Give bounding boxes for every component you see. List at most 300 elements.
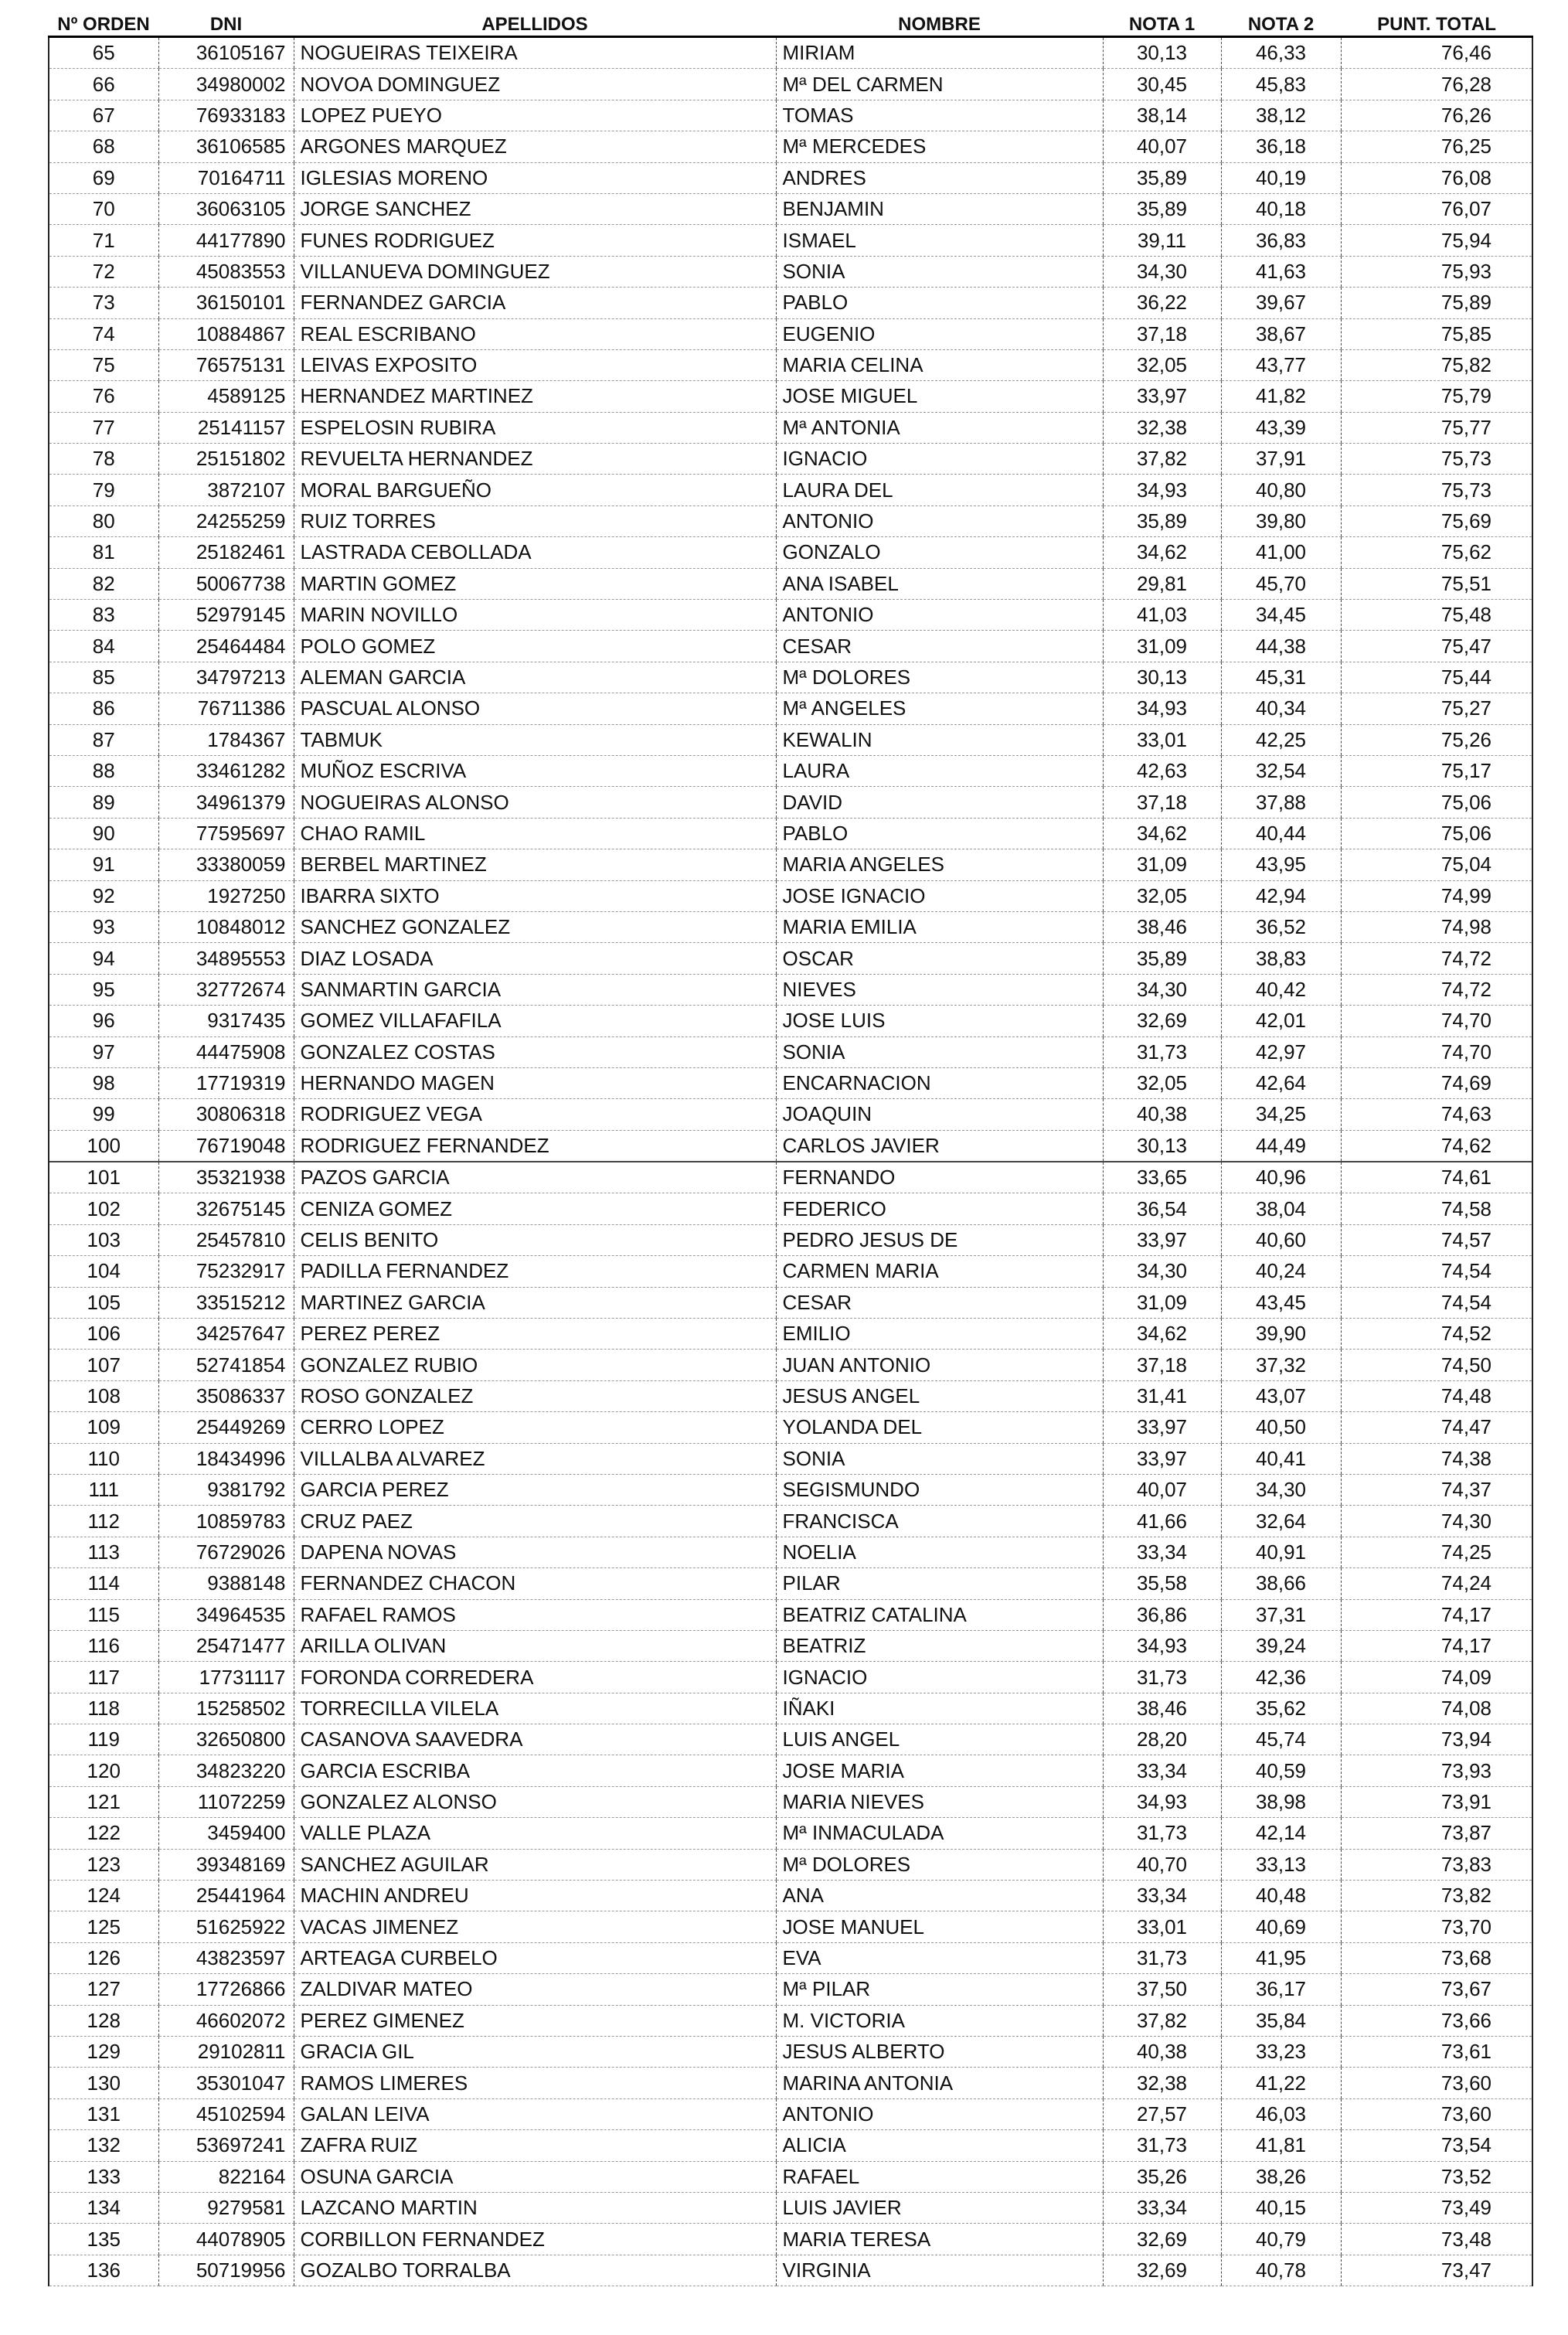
dni-cell: 3872107 <box>158 475 294 505</box>
nota1-cell: 38,46 <box>1103 1693 1221 1724</box>
orden-cell: 116 <box>49 1630 158 1661</box>
apellidos-cell: TORRECILLA VILELA <box>294 1693 776 1724</box>
orden-cell: 73 <box>49 288 158 318</box>
table-row <box>49 1568 1532 1599</box>
nota2-cell: 38,67 <box>1221 318 1341 349</box>
nota2-cell: 34,30 <box>1221 1474 1341 1505</box>
total-cell: 73,66 <box>1341 2005 1532 2036</box>
nota1-cell: 31,41 <box>1103 1380 1221 1411</box>
apellidos-cell: ARTEAGA CURBELO <box>294 1942 776 1973</box>
nombre-cell: Mª INMACULADA <box>776 1818 1103 1849</box>
table-row <box>49 662 1532 693</box>
nombre-cell: LAURA DEL <box>776 475 1103 505</box>
table-row <box>49 1881 1532 1911</box>
nombre-cell: JESUS ALBERTO <box>776 2037 1103 2068</box>
apellidos-cell: RAMOS LIMERES <box>294 2068 776 2098</box>
apellidos-cell: LOPEZ PUEYO <box>294 100 776 131</box>
nombre-cell: Mª DOLORES <box>776 1849 1103 1880</box>
orden-cell: 102 <box>49 1193 158 1224</box>
total-cell: 74,58 <box>1341 1193 1532 1224</box>
total-cell: 74,63 <box>1341 1099 1532 1130</box>
dni-cell: 76575131 <box>158 349 294 380</box>
orden-cell: 83 <box>49 600 158 631</box>
dni-cell: 3459400 <box>158 1818 294 1849</box>
orden-cell: 103 <box>49 1224 158 1255</box>
nota1-cell: 29,81 <box>1103 568 1221 599</box>
table-row <box>49 2068 1532 2098</box>
nota2-cell: 42,36 <box>1221 1662 1341 1693</box>
total-cell: 73,60 <box>1341 2098 1532 2129</box>
nombre-cell: SONIA <box>776 1036 1103 1067</box>
nota1-cell: 31,73 <box>1103 1036 1221 1067</box>
dni-cell: 51625922 <box>158 1911 294 1942</box>
nombre-cell: DAVID <box>776 787 1103 818</box>
nota2-cell: 35,62 <box>1221 1693 1341 1724</box>
total-cell: 74,99 <box>1341 880 1532 911</box>
nombre-cell: ANA ISABEL <box>776 568 1103 599</box>
apellidos-cell: FERNANDEZ CHACON <box>294 1568 776 1599</box>
table-row <box>49 1537 1532 1567</box>
header-nota2: NOTA 2 <box>1221 0 1341 37</box>
orden-cell: 122 <box>49 1818 158 1849</box>
nota2-cell: 40,96 <box>1221 1162 1341 1193</box>
dni-cell: 33380059 <box>158 849 294 880</box>
apellidos-cell: CORBILLON FERNANDEZ <box>294 2224 776 2255</box>
nombre-cell: LUIS ANGEL <box>776 1724 1103 1755</box>
dni-cell: 9317435 <box>158 1006 294 1036</box>
nombre-cell: FERNANDO <box>776 1162 1103 1193</box>
orden-cell: 133 <box>49 2161 158 2192</box>
dni-cell: 25449269 <box>158 1412 294 1443</box>
nota2-cell: 35,84 <box>1221 2005 1341 2036</box>
nota2-cell: 42,64 <box>1221 1067 1341 1098</box>
orden-cell: 96 <box>49 1006 158 1036</box>
orden-cell: 97 <box>49 1036 158 1067</box>
nombre-cell: LUIS JAVIER <box>776 2192 1103 2223</box>
nota2-cell: 39,80 <box>1221 505 1341 536</box>
table-row <box>49 100 1532 131</box>
orden-cell: 123 <box>49 1849 158 1880</box>
table-row <box>49 256 1532 287</box>
total-cell: 74,48 <box>1341 1380 1532 1411</box>
nombre-cell: LAURA <box>776 755 1103 786</box>
orden-cell: 109 <box>49 1412 158 1443</box>
orden-cell: 85 <box>49 662 158 693</box>
table-row <box>49 693 1532 724</box>
apellidos-cell: PEREZ PEREZ <box>294 1319 776 1350</box>
apellidos-cell: GONZALEZ ALONSO <box>294 1786 776 1817</box>
table-row <box>49 1256 1532 1287</box>
total-cell: 74,24 <box>1341 1568 1532 1599</box>
apellidos-cell: MARIN NOVILLO <box>294 600 776 631</box>
total-cell: 74,37 <box>1341 1474 1532 1505</box>
nota2-cell: 38,66 <box>1221 1568 1341 1599</box>
nota1-cell: 31,73 <box>1103 2130 1221 2161</box>
nota2-cell: 40,19 <box>1221 162 1341 193</box>
orden-cell: 118 <box>49 1693 158 1724</box>
nota1-cell: 37,82 <box>1103 2005 1221 2036</box>
nota2-cell: 37,32 <box>1221 1350 1341 1380</box>
table-row <box>49 787 1532 818</box>
table-row <box>49 537 1532 568</box>
nota2-cell: 39,90 <box>1221 1319 1341 1350</box>
dni-cell: 17731117 <box>158 1662 294 1693</box>
nota2-cell: 36,17 <box>1221 1974 1341 2005</box>
apellidos-cell: RAFAEL RAMOS <box>294 1599 776 1630</box>
table-row <box>49 818 1532 849</box>
table-row <box>49 1224 1532 1255</box>
total-cell: 76,28 <box>1341 69 1532 100</box>
dni-cell: 52979145 <box>158 600 294 631</box>
nota2-cell: 40,59 <box>1221 1755 1341 1786</box>
nombre-cell: RAFAEL <box>776 2161 1103 2192</box>
apellidos-cell: CHAO RAMIL <box>294 818 776 849</box>
nombre-cell: IGNACIO <box>776 1662 1103 1693</box>
table-row <box>49 2192 1532 2223</box>
nombre-cell: Mª PILAR <box>776 1974 1103 2005</box>
apellidos-cell: GARCIA PEREZ <box>294 1474 776 1505</box>
orden-cell: 69 <box>49 162 158 193</box>
nota1-cell: 34,93 <box>1103 1786 1221 1817</box>
nota1-cell: 34,30 <box>1103 256 1221 287</box>
orden-cell: 132 <box>49 2130 158 2161</box>
orden-cell: 65 <box>49 37 158 69</box>
apellidos-cell: VACAS JIMENEZ <box>294 1911 776 1942</box>
dni-cell: 53697241 <box>158 2130 294 2161</box>
nota1-cell: 34,93 <box>1103 693 1221 724</box>
nota1-cell: 31,09 <box>1103 631 1221 662</box>
nota2-cell: 41,63 <box>1221 256 1341 287</box>
orden-cell: 79 <box>49 475 158 505</box>
nota1-cell: 32,05 <box>1103 880 1221 911</box>
dni-cell: 44177890 <box>158 225 294 256</box>
nombre-cell: CESAR <box>776 631 1103 662</box>
nombre-cell: EMILIO <box>776 1319 1103 1350</box>
nota2-cell: 41,82 <box>1221 381 1341 412</box>
dni-cell: 10848012 <box>158 911 294 942</box>
dni-cell: 34964535 <box>158 1599 294 1630</box>
nota1-cell: 34,30 <box>1103 974 1221 1005</box>
orden-cell: 127 <box>49 1974 158 2005</box>
nota1-cell: 31,73 <box>1103 1942 1221 1973</box>
apellidos-cell: IGLESIAS MORENO <box>294 162 776 193</box>
nombre-cell: PILAR <box>776 1568 1103 1599</box>
nombre-cell: KEWALIN <box>776 724 1103 755</box>
nombre-cell: PABLO <box>776 818 1103 849</box>
dni-cell: 25457810 <box>158 1224 294 1255</box>
dni-cell: 32650800 <box>158 1724 294 1755</box>
apellidos-cell: MUÑOZ ESCRIVA <box>294 755 776 786</box>
orden-cell: 66 <box>49 69 158 100</box>
nombre-cell: VIRGINIA <box>776 2255 1103 2286</box>
dni-cell: 44475908 <box>158 1036 294 1067</box>
nota1-cell: 33,34 <box>1103 1881 1221 1911</box>
orden-cell: 136 <box>49 2255 158 2286</box>
table-row <box>49 911 1532 942</box>
nota2-cell: 45,70 <box>1221 568 1341 599</box>
dni-cell: 76729026 <box>158 1537 294 1567</box>
apellidos-cell: ARGONES MARQUEZ <box>294 131 776 162</box>
nombre-cell: ENCARNACION <box>776 1067 1103 1098</box>
nota1-cell: 35,89 <box>1103 505 1221 536</box>
nota2-cell: 46,03 <box>1221 2098 1341 2129</box>
dni-cell: 39348169 <box>158 1849 294 1880</box>
nota2-cell: 40,44 <box>1221 818 1341 849</box>
nota1-cell: 42,63 <box>1103 755 1221 786</box>
orden-cell: 68 <box>49 131 158 162</box>
nota2-cell: 37,88 <box>1221 787 1341 818</box>
apellidos-cell: HERNANDO MAGEN <box>294 1067 776 1098</box>
orden-cell: 128 <box>49 2005 158 2036</box>
apellidos-cell: IBARRA SIXTO <box>294 880 776 911</box>
table-row <box>49 1162 1532 1193</box>
orden-cell: 114 <box>49 1568 158 1599</box>
nota1-cell: 30,45 <box>1103 69 1221 100</box>
nombre-cell: MARIA TERESA <box>776 2224 1103 2255</box>
table-row <box>49 2098 1532 2129</box>
nota1-cell: 33,97 <box>1103 1443 1221 1474</box>
nombre-cell: PABLO <box>776 288 1103 318</box>
header-nombre: NOMBRE <box>776 0 1103 37</box>
dni-cell: 70164711 <box>158 162 294 193</box>
nota2-cell: 40,48 <box>1221 1881 1341 1911</box>
total-cell: 74,72 <box>1341 943 1532 974</box>
nombre-cell: JESUS ANGEL <box>776 1380 1103 1411</box>
nombre-cell: MARIA CELINA <box>776 349 1103 380</box>
nombre-cell: JOSE LUIS <box>776 1006 1103 1036</box>
table-row <box>49 131 1532 162</box>
nota2-cell: 45,83 <box>1221 69 1341 100</box>
total-cell: 74,09 <box>1341 1662 1532 1693</box>
dni-cell: 25471477 <box>158 1630 294 1661</box>
dni-cell: 10859783 <box>158 1506 294 1537</box>
nota2-cell: 40,69 <box>1221 1911 1341 1942</box>
apellidos-cell: SANCHEZ GONZALEZ <box>294 911 776 942</box>
orden-cell: 90 <box>49 818 158 849</box>
total-cell: 73,70 <box>1341 1911 1532 1942</box>
nota2-cell: 32,54 <box>1221 755 1341 786</box>
orden-cell: 107 <box>49 1350 158 1380</box>
nota1-cell: 32,38 <box>1103 2068 1221 2098</box>
apellidos-cell: BERBEL MARTINEZ <box>294 849 776 880</box>
total-cell: 74,62 <box>1341 1130 1532 1162</box>
apellidos-cell: POLO GOMEZ <box>294 631 776 662</box>
dni-cell: 30806318 <box>158 1099 294 1130</box>
table-row <box>49 2005 1532 2036</box>
total-cell: 74,54 <box>1341 1287 1532 1318</box>
nota1-cell: 37,82 <box>1103 444 1221 475</box>
table-row <box>49 1974 1532 2005</box>
orden-cell: 99 <box>49 1099 158 1130</box>
orden-cell: 131 <box>49 2098 158 2129</box>
dni-cell: 1784367 <box>158 724 294 755</box>
table-row <box>49 444 1532 475</box>
apellidos-cell: FORONDA CORREDERA <box>294 1662 776 1693</box>
dni-cell: 34895553 <box>158 943 294 974</box>
apellidos-cell: GOZALBO TORRALBA <box>294 2255 776 2286</box>
table-row <box>49 1036 1532 1067</box>
orden-cell: 88 <box>49 755 158 786</box>
apellidos-cell: SANCHEZ AGUILAR <box>294 1849 776 1880</box>
nota1-cell: 32,69 <box>1103 2255 1221 2286</box>
dni-cell: 10884867 <box>158 318 294 349</box>
dni-cell: 50067738 <box>158 568 294 599</box>
results-body <box>49 37 1532 2286</box>
apellidos-cell: FUNES RODRIGUEZ <box>294 225 776 256</box>
apellidos-cell: VILLALBA ALVAREZ <box>294 1443 776 1474</box>
nombre-cell: GONZALO <box>776 537 1103 568</box>
nombre-cell: JOSE MARIA <box>776 1755 1103 1786</box>
dni-cell: 9279581 <box>158 2192 294 2223</box>
table-row <box>49 2224 1532 2255</box>
orden-cell: 125 <box>49 1911 158 1942</box>
dni-cell: 25151802 <box>158 444 294 475</box>
dni-cell: 1927250 <box>158 880 294 911</box>
apellidos-cell: RUIZ TORRES <box>294 505 776 536</box>
total-cell: 75,62 <box>1341 537 1532 568</box>
total-cell: 75,73 <box>1341 444 1532 475</box>
orden-cell: 110 <box>49 1443 158 1474</box>
dni-cell: 9381792 <box>158 1474 294 1505</box>
nota1-cell: 31,73 <box>1103 1662 1221 1693</box>
apellidos-cell: GONZALEZ COSTAS <box>294 1036 776 1067</box>
results-sheet <box>48 0 1532 2286</box>
table-row <box>49 2037 1532 2068</box>
nota2-cell: 33,23 <box>1221 2037 1341 2068</box>
apellidos-cell: GRACIA GIL <box>294 2037 776 2068</box>
apellidos-cell: DAPENA NOVAS <box>294 1537 776 1567</box>
orden-cell: 93 <box>49 911 158 942</box>
table-row <box>49 631 1532 662</box>
nombre-cell: BENJAMIN <box>776 193 1103 224</box>
orden-cell: 94 <box>49 943 158 974</box>
table-row <box>49 193 1532 224</box>
orden-cell: 111 <box>49 1474 158 1505</box>
total-cell: 75,51 <box>1341 568 1532 599</box>
total-cell: 74,98 <box>1341 911 1532 942</box>
nota1-cell: 39,11 <box>1103 225 1221 256</box>
total-cell: 73,91 <box>1341 1786 1532 1817</box>
total-cell: 73,94 <box>1341 1724 1532 1755</box>
nota2-cell: 40,42 <box>1221 974 1341 1005</box>
total-cell: 74,47 <box>1341 1412 1532 1443</box>
nota2-cell: 41,81 <box>1221 2130 1341 2161</box>
table-row <box>49 600 1532 631</box>
total-cell: 75,26 <box>1341 724 1532 755</box>
nota2-cell: 36,52 <box>1221 911 1341 942</box>
total-cell: 74,17 <box>1341 1599 1532 1630</box>
header-nota1: NOTA 1 <box>1103 0 1221 37</box>
nota2-cell: 42,01 <box>1221 1006 1341 1036</box>
dni-cell: 35301047 <box>158 2068 294 2098</box>
apellidos-cell: DIAZ LOSADA <box>294 943 776 974</box>
orden-cell: 106 <box>49 1319 158 1350</box>
orden-cell: 92 <box>49 880 158 911</box>
apellidos-cell: CERRO LOPEZ <box>294 1412 776 1443</box>
table-row <box>49 1287 1532 1318</box>
nota1-cell: 33,65 <box>1103 1162 1221 1193</box>
nombre-cell: MARINA ANTONIA <box>776 2068 1103 2098</box>
nota2-cell: 32,64 <box>1221 1506 1341 1537</box>
table-row <box>49 755 1532 786</box>
orden-cell: 81 <box>49 537 158 568</box>
nota2-cell: 37,91 <box>1221 444 1341 475</box>
nota1-cell: 35,89 <box>1103 162 1221 193</box>
dni-cell: 17719319 <box>158 1067 294 1098</box>
table-row <box>49 1099 1532 1130</box>
orden-cell: 135 <box>49 2224 158 2255</box>
nota2-cell: 40,78 <box>1221 2255 1341 2286</box>
dni-cell: 36063105 <box>158 193 294 224</box>
table-row <box>49 1786 1532 1817</box>
nota2-cell: 40,79 <box>1221 2224 1341 2255</box>
table-row <box>49 381 1532 412</box>
apellidos-cell: HERNANDEZ MARTINEZ <box>294 381 776 412</box>
nombre-cell: Mª ANGELES <box>776 693 1103 724</box>
nota1-cell: 31,09 <box>1103 1287 1221 1318</box>
orden-cell: 120 <box>49 1755 158 1786</box>
nota2-cell: 34,45 <box>1221 600 1341 631</box>
nota2-cell: 43,95 <box>1221 849 1341 880</box>
nota1-cell: 30,13 <box>1103 1130 1221 1162</box>
nota1-cell: 38,46 <box>1103 911 1221 942</box>
orden-cell: 134 <box>49 2192 158 2223</box>
dni-cell: 34797213 <box>158 662 294 693</box>
total-cell: 74,70 <box>1341 1006 1532 1036</box>
nota1-cell: 33,01 <box>1103 724 1221 755</box>
nota1-cell: 36,22 <box>1103 288 1221 318</box>
nota1-cell: 37,18 <box>1103 318 1221 349</box>
total-cell: 75,47 <box>1341 631 1532 662</box>
nombre-cell: ANDRES <box>776 162 1103 193</box>
nota1-cell: 31,09 <box>1103 849 1221 880</box>
dni-cell: 76711386 <box>158 693 294 724</box>
total-cell: 73,61 <box>1341 2037 1532 2068</box>
nota2-cell: 36,83 <box>1221 225 1341 256</box>
dni-cell: 17726866 <box>158 1974 294 2005</box>
nota2-cell: 44,49 <box>1221 1130 1341 1162</box>
apellidos-cell: LEIVAS EXPOSITO <box>294 349 776 380</box>
table-row <box>49 505 1532 536</box>
nombre-cell: MARIA ANGELES <box>776 849 1103 880</box>
apellidos-cell: FERNANDEZ GARCIA <box>294 288 776 318</box>
nombre-cell: MARIA EMILIA <box>776 911 1103 942</box>
header-total: PUNT. TOTAL <box>1341 0 1532 37</box>
apellidos-cell: GALAN LEIVA <box>294 2098 776 2129</box>
nota1-cell: 40,70 <box>1103 1849 1221 1880</box>
apellidos-cell: TABMUK <box>294 724 776 755</box>
table-row <box>49 2255 1532 2286</box>
nota2-cell: 43,45 <box>1221 1287 1341 1318</box>
table-row <box>49 1130 1532 1162</box>
total-cell: 73,93 <box>1341 1755 1532 1786</box>
nota2-cell: 42,14 <box>1221 1818 1341 1849</box>
nombre-cell: JOSE IGNACIO <box>776 880 1103 911</box>
table-row <box>49 475 1532 505</box>
dni-cell: 29102811 <box>158 2037 294 2068</box>
nombre-cell: M. VICTORIA <box>776 2005 1103 2036</box>
table-row <box>49 1662 1532 1693</box>
total-cell: 74,25 <box>1341 1537 1532 1567</box>
header-dni: DNI <box>158 0 294 37</box>
nota2-cell: 43,07 <box>1221 1380 1341 1411</box>
dni-cell: 76719048 <box>158 1130 294 1162</box>
table-row <box>49 1755 1532 1786</box>
nota1-cell: 37,18 <box>1103 787 1221 818</box>
table-row <box>49 1380 1532 1411</box>
nota1-cell: 34,62 <box>1103 537 1221 568</box>
total-cell: 74,50 <box>1341 1350 1532 1380</box>
